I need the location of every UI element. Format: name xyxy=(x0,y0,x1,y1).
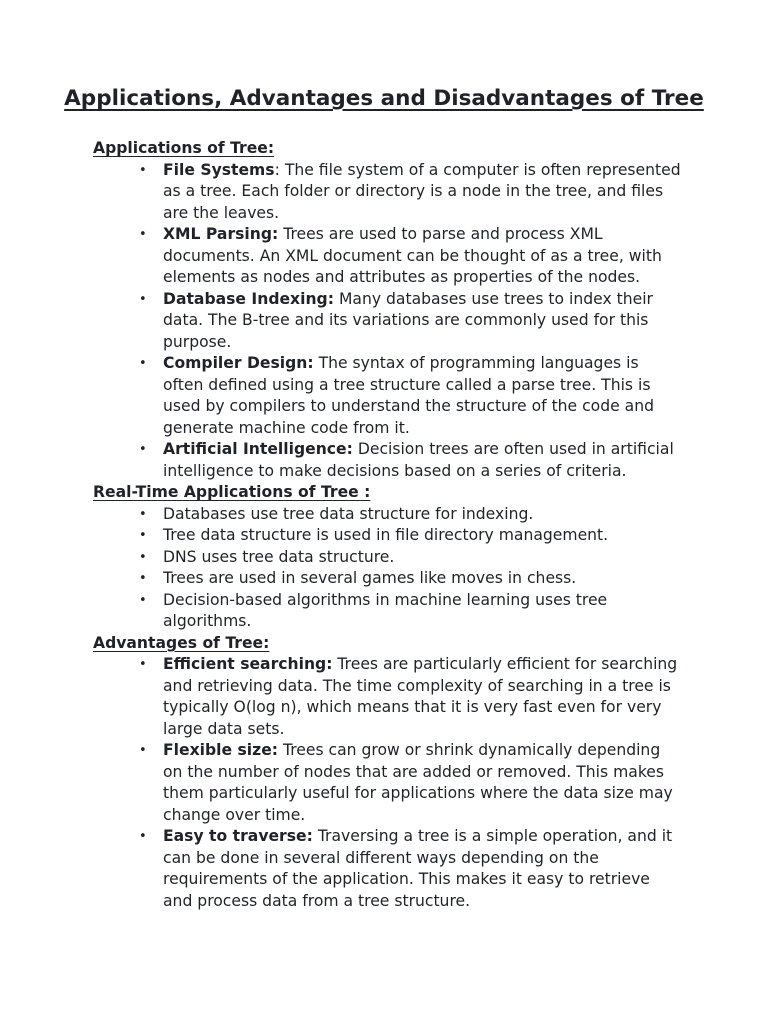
item-text: Trees are particularly efficient for searching and retrieving data. The time complexity of searching in a tree is typically O(log n), which means that it is very fast even for very large data sets. xyxy=(163,655,678,738)
list-item xyxy=(139,160,683,225)
item-text: DNS uses tree data structure. xyxy=(163,547,395,566)
list-item xyxy=(139,568,683,590)
list-item xyxy=(139,224,683,289)
section-heading: Applications of Tree: xyxy=(93,139,275,157)
bullet-list xyxy=(93,160,683,483)
bullet-icon: • xyxy=(139,162,147,178)
item-term: XML Parsing: xyxy=(163,225,279,243)
item-text: The file system of a computer is often represented as a tree. Each folder or directory is a node in the tree, and files are the leaves. xyxy=(163,160,681,222)
item-separator: : xyxy=(274,160,285,179)
list-item xyxy=(139,654,683,740)
item-text: Trees are used in several games like moves in chess. xyxy=(163,569,577,587)
item-term: Artificial Intelligence: xyxy=(163,440,353,458)
section-real-time-applications xyxy=(93,482,683,633)
bullet-icon: • xyxy=(139,356,147,371)
bullet-icon: • xyxy=(139,549,147,565)
list-item xyxy=(139,289,683,354)
section-heading: Real-Time Applications of Tree : xyxy=(93,483,371,501)
item-term: Flexible size: xyxy=(163,741,279,759)
list-item xyxy=(139,547,683,569)
bullet-icon: • xyxy=(139,291,147,307)
item-text: Decision trees are often used in artificial intelligence to make decisions based on a series of criteria. xyxy=(163,440,674,480)
list-item xyxy=(139,525,683,547)
list-item xyxy=(139,740,683,826)
section-applications xyxy=(93,138,683,482)
section-heading: Advantages of Tree: xyxy=(93,633,270,652)
document-body xyxy=(93,138,683,912)
item-term: Efficient searching: xyxy=(163,655,333,673)
bullet-icon: • xyxy=(139,442,147,457)
item-text: Decision-based algorithms in machine learning uses tree algorithms. xyxy=(163,590,608,630)
item-text: Trees are used to parse and process XML documents. An XML document can be thought of as a tree, with elements as nodes and attributes as properties of the nodes. xyxy=(163,225,662,286)
list-item xyxy=(139,439,683,482)
page-title: Applications, Advantages and Disadvantages of Tree xyxy=(64,86,704,111)
bullet-icon: • xyxy=(139,528,147,543)
bullet-icon: • xyxy=(139,592,147,608)
item-text: The syntax of programming languages is often defined using a tree structure called a parse tree. This is used by compilers to understand the structure of the code and generate machine code from it. xyxy=(163,354,655,437)
item-text: Traversing a tree is a simple operation, and it can be done in several different ways depending on the requirements of the application. This makes it easy to retrieve and process data from a tree structure. xyxy=(163,827,673,910)
bullet-list xyxy=(93,504,683,633)
bullet-icon: • xyxy=(139,743,147,758)
list-item xyxy=(139,590,683,633)
item-term: Compiler Design: xyxy=(163,354,314,372)
bullet-list xyxy=(93,654,683,912)
list-item xyxy=(139,353,683,439)
bullet-icon: • xyxy=(139,227,147,242)
bullet-icon: • xyxy=(139,506,147,522)
item-term: File Systems xyxy=(163,160,275,179)
item-text: Many databases use trees to index their data. The B-tree and its variations are commonly used for this purpose. xyxy=(163,289,653,351)
bullet-icon: • xyxy=(139,829,147,844)
section-advantages xyxy=(93,633,683,913)
bullet-icon: • xyxy=(139,571,147,586)
item-term: Database Indexing: xyxy=(163,289,334,308)
bullet-icon: • xyxy=(139,657,147,672)
list-item xyxy=(139,826,683,912)
item-text: Databases use tree data structure for indexing. xyxy=(163,504,534,523)
item-text: Tree data structure is used in file directory management. xyxy=(163,526,609,544)
list-item xyxy=(139,504,683,526)
item-term: Easy to traverse: xyxy=(163,827,313,845)
item-text: Trees can grow or shrink dynamically depending on the number of nodes that are added or removed. This makes them particularly useful for applications where the data size may change over time. xyxy=(163,741,673,824)
